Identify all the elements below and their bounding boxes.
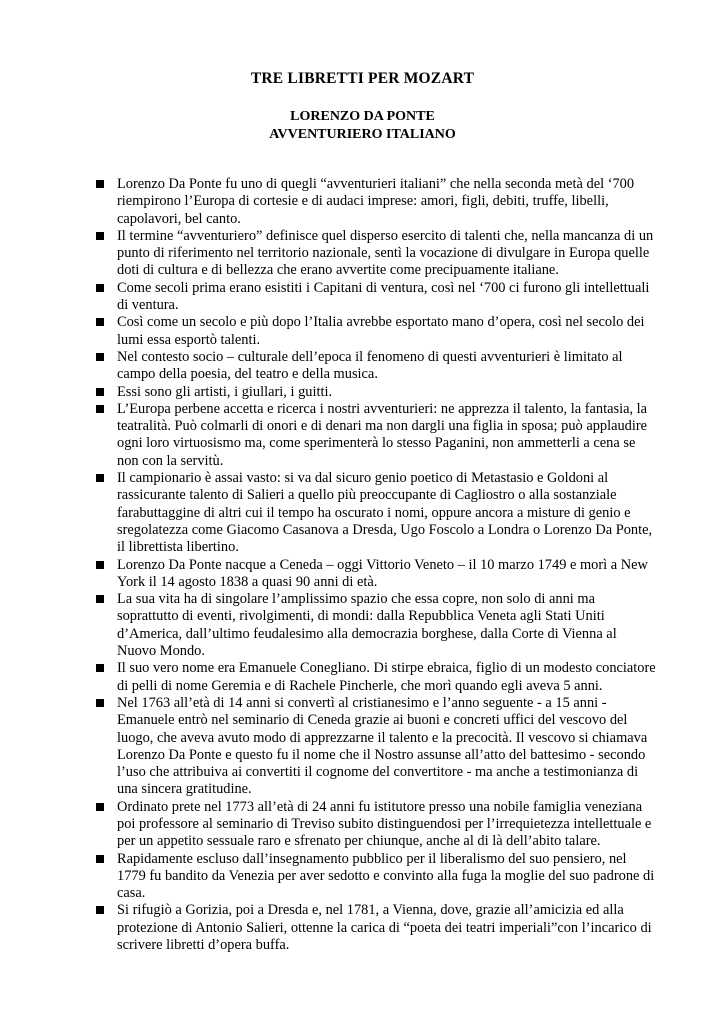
square-bullet-icon xyxy=(96,906,104,914)
square-bullet-icon xyxy=(96,855,104,863)
paragraph-text: Nel contesto socio – culturale dell’epoca il fenomeno di questi avventurieri è limitato al campo della poesia, del teatro e della musica. xyxy=(117,348,623,383)
paragraph-text: Il termine “avventuriero” definisce quel disperso esercito di talenti che, nella mancanza di un punto di riferimento nel territorio nazionale, sentì la vocazione di divulgare in Europa quelle doti di cultura e di bellezza che erano avvertite come precipuamente italiane. xyxy=(117,227,654,279)
list-item xyxy=(95,401,657,470)
paragraph-text: Lorenzo Da Ponte fu uno di quegli “avventurieri italiani” che nella seconda metà del ‘700 riempirono l’Europa di cortesie e di audaci imprese: amori, figli, debiti, truffe, libelli, capolavori, bel canto. xyxy=(117,176,635,227)
list-item xyxy=(95,228,657,280)
paragraph-text: Il campionario è assai vasto: si va dal sicuro genio poetico di Metastasio e Goldoni al rassicurante talento di Salieri a quello più preoccupante di Cagliostro o alla sostanziale farabuttaggine di altri cui il tempo ha oscurato i nomi, oppure ancora a misture di genio e sregolatezza come Giacomo Casanova a Dresda, Ugo Foscolo a Londra o Lorenzo Da Ponte, il librettista libertino. xyxy=(117,470,653,556)
paragraph-text: Così come un secolo e più dopo l’Italia avrebbe esportato mano d’opera, così nel secolo dei lumi essa esportò talenti. xyxy=(117,314,645,348)
list-item xyxy=(95,314,657,349)
square-bullet-icon xyxy=(96,405,104,413)
square-bullet-icon xyxy=(96,284,104,292)
paragraph-text: Rapidamente escluso dall’insegnamento pubblico per il liberalismo del suo pensiero, nel 1779 fu bandito da Venezia per aver sedotto e convinto alla fuga la moglie del suo padrone di casa. xyxy=(117,850,655,902)
list-item xyxy=(95,176,657,228)
list-item xyxy=(95,851,657,903)
square-bullet-icon xyxy=(96,699,104,707)
list-item xyxy=(95,384,657,401)
square-bullet-icon xyxy=(96,561,104,569)
list-item xyxy=(95,591,657,660)
list-item xyxy=(95,695,657,799)
paragraph-text: Lorenzo Da Ponte nacque a Ceneda – oggi Vittorio Veneto – il 10 marzo 1749 e morì a New York il 14 agosto 1838 a quasi 90 anni di età. xyxy=(117,556,648,590)
document-title: TRE LIBRETTI PER MOZART xyxy=(250,70,475,87)
square-bullet-icon xyxy=(96,803,104,811)
bullet-list xyxy=(95,176,657,954)
square-bullet-icon xyxy=(96,664,104,672)
list-item xyxy=(95,470,657,556)
list-item xyxy=(95,280,657,315)
list-item xyxy=(95,557,657,592)
square-bullet-icon xyxy=(96,353,104,361)
paragraph-text: L’Europa perbene accetta e ricerca i nostri avventurieri: ne apprezza il talento, la fantasia, la teatralità. Può colmarli di onori e di denari ma non dargli una figlia in sposa; può applaudire ogni loro virtuosismo ma, come sperimenterà lo stesso Paganini, non ammetterli a cena se non con la servitù. xyxy=(117,400,648,469)
paragraph-text: Essi sono gli artisti, i giullari, i guitti. xyxy=(117,383,333,400)
document-subtitle xyxy=(0,108,725,144)
square-bullet-icon xyxy=(96,180,104,188)
subtitle-line-1: LORENZO DA PONTE xyxy=(290,109,435,124)
list-item xyxy=(95,902,657,954)
square-bullet-icon xyxy=(96,388,104,396)
paragraph-text: Si rifugiò a Gorizia, poi a Dresda e, nel 1781, a Vienna, dove, grazie all’amicizia ed alla protezione di Antonio Salieri, ottenne la carica di “poeta dei teatri imperiali”con l’incarico di scrivere libretti d’opera buffa. xyxy=(117,902,652,954)
list-item xyxy=(95,660,657,695)
paragraph-text: Nel 1763 all’età di 14 anni si convertì al cristianesimo e l’anno seguente - a 15 anni - Emanuele entrò nel seminario di Ceneda grazie ai buoni e concreti uffici del vescovo del luogo, che aveva avuto modo di apprezzarne il talento e la precocità. Il vescovo si chiamava Lorenzo Da Ponte e questo fu il nome che il Nostro assunse all’atto del battesimo - secondo l’uso che attribuiva ai convertiti il cognome del convertitore - ma anche a testimonianza di una sincera gratitudine. xyxy=(117,694,648,798)
paragraph-text: Ordinato prete nel 1773 all’età di 24 anni fu istitutore presso una nobile famiglia veneziana poi professore al seminario di Treviso subito distinguendosi per l’irrequietezza intellettuale e per un appetito sessuale raro e sfrenato per chiunque, anche al di là dell’abito talare. xyxy=(117,798,652,850)
paragraph-text: Come secoli prima erano esistiti i Capitani di ventura, così nel ‘700 ci furono gli intellettuali di ventura. xyxy=(117,279,650,314)
list-item xyxy=(95,349,657,384)
square-bullet-icon xyxy=(96,595,104,603)
list-item xyxy=(95,799,657,851)
square-bullet-icon xyxy=(96,474,104,482)
square-bullet-icon xyxy=(96,232,104,240)
paragraph-text: La sua vita ha di singolare l’amplissimo spazio che essa copre, non solo di anni ma soprattutto di eventi, rivolgimenti, di mondi: dalla Repubblica Veneta agli Stati Uniti d’America, dall’ultimo feudalesimo alla democrazia borghese, dalla Corte di Vienna al Nuovo Mondo. xyxy=(117,591,617,660)
paragraph-text: Il suo vero nome era Emanuele Conegliano. Di stirpe ebraica, figlio di un modesto conciatore di pelli di nome Geremia e di Rachele Pincherle, che morì quando egli aveva 5 anni. xyxy=(117,660,656,694)
square-bullet-icon xyxy=(96,318,104,326)
subtitle-line-2: AVVENTURIERO ITALIANO xyxy=(269,127,456,142)
